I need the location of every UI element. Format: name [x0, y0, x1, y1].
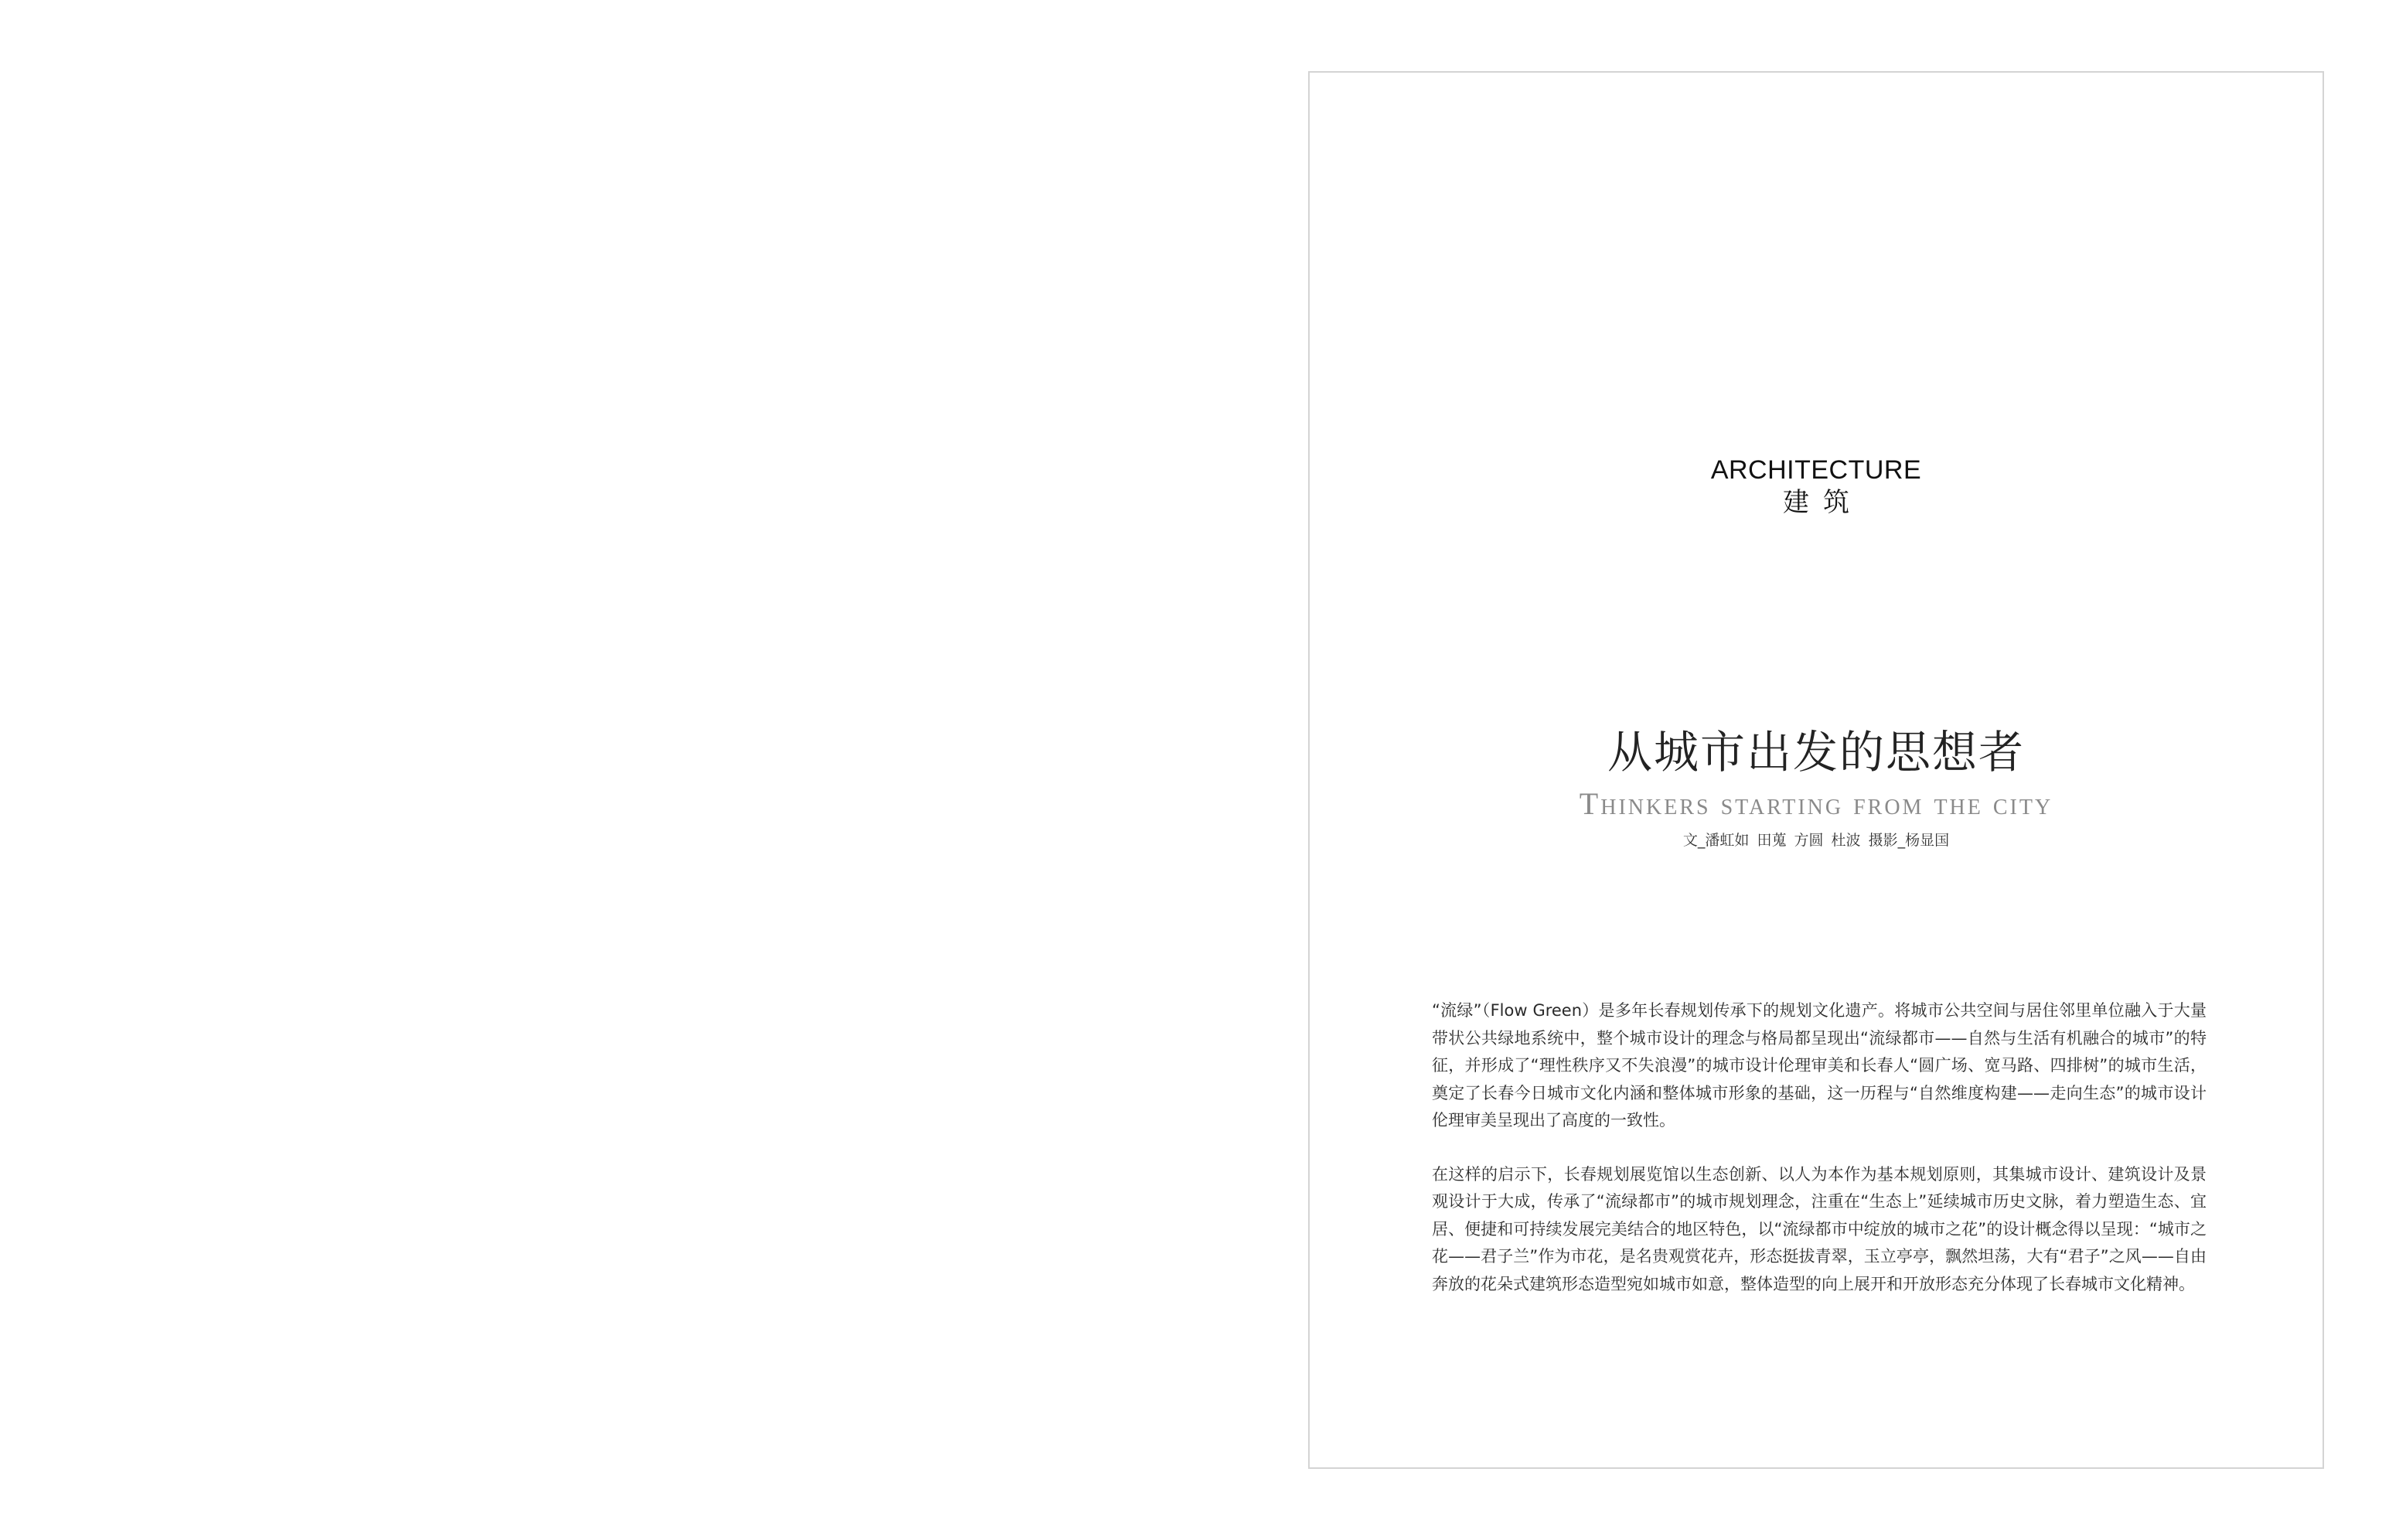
section-title-zh: 建筑	[1783, 487, 1863, 518]
article-title-zh: 从城市出发的思想者	[1607, 726, 2025, 779]
article-title-block	[1310, 722, 2323, 852]
left-page-blank	[0, 0, 1194, 1540]
body-paragraph: 在这样的启示下，长春规划展览馆以生态创新、以人为本作为基本规划原则，其集城市设计、建筑设计及景观设计于大成，传承了“流绿都市”的城市规划理念，注重在“生态上”延续城市历史文脉，着力塑造生态、宜居、便捷和可持续发展完美结合的地区特色，以“流绿都市中绽放的城市之花”的设计概念得以呈现：“城市之花——君子兰”作为市花，是名贵观赏花卉，形态挺拔青翠，玉立亭亭，飘然坦荡，大有“君子”之风——自由奔放的花朵式建筑形态造型宛如城市如意，整体造型的向上展开和开放形态充分体现了长春城市文化精神。	[1432, 1164, 2207, 1293]
right-page	[1308, 71, 2324, 1469]
article-credits: 文_潘虹如 田蒐 方圆 杜波 摄影_杨显国	[1682, 832, 1950, 849]
article-title-en: Thinkers starting from the city	[1579, 786, 2053, 821]
section-label	[1310, 455, 2323, 520]
body-paragraph: “流绿”（Flow Green）是多年长春规划传承下的规划文化遗产。将城市公共空间与居住邻里单位融入于大量带状公共绿地系统中，整个城市设计的理念与格局都呈现出“流绿都市——自然与生活有机融合的城市”的特征，并形成了“理性秩序又不失浪漫”的城市设计伦理审美和长春人“圆广场、宽马路、四排树”的城市生活，奠定了长春今日城市文化内涵和整体城市形象的基础，这一历程与“自然维度构建——走向生态”的城市设计伦理审美呈现出了高度的一致性。	[1432, 1001, 2207, 1129]
section-title-en: ARCHITECTURE	[1710, 455, 1922, 485]
article-body	[1432, 997, 2207, 1324]
